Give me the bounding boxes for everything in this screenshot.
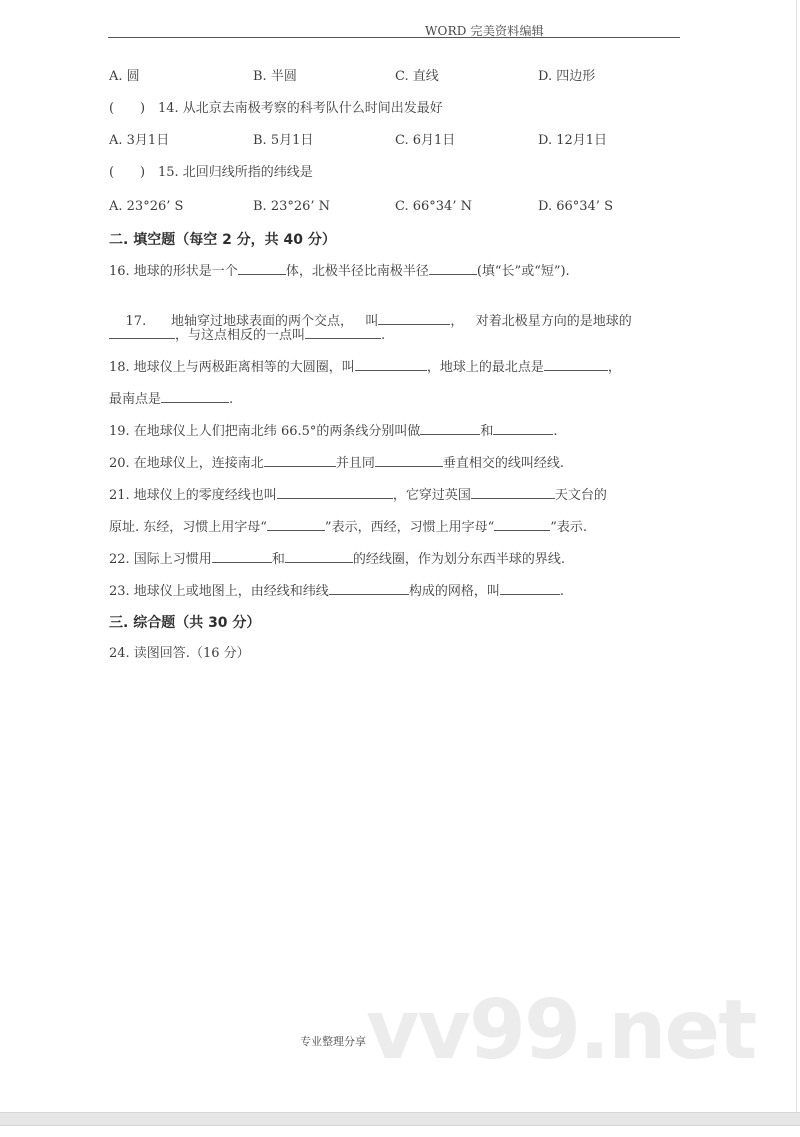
question-17-line-2 bbox=[109, 325, 385, 345]
page-footer-text: 专业整理分享 bbox=[300, 1035, 366, 1048]
q22-text-2: 和 bbox=[271, 552, 285, 567]
q21-text-5: ”表示，西经，习惯上用字母“ bbox=[324, 520, 495, 535]
q23-text-2: 构成的网格，叫 bbox=[408, 584, 500, 599]
q15-option-c: C. 66°34’ N bbox=[395, 199, 472, 214]
q21-text-4: 原址. 东经，习惯上用字母“ bbox=[109, 520, 267, 535]
q20-text-2: 并且同 bbox=[335, 456, 375, 471]
q15-option-b: B. 23°26’ N bbox=[253, 199, 331, 214]
q13-option-b: B. 半圆 bbox=[253, 69, 297, 84]
q18-text-1: 18. 地球仪上与两极距离相等的大圆圈，叫 bbox=[109, 360, 355, 375]
q21-blank-3[interactable] bbox=[267, 517, 325, 531]
question-21-line-1 bbox=[109, 485, 607, 505]
question-22 bbox=[109, 549, 565, 569]
question-20 bbox=[109, 453, 564, 473]
question-19 bbox=[109, 421, 558, 441]
q13-option-a: A. 圆 bbox=[109, 69, 140, 84]
q14-text: 14. 从北京去南极考察的科考队什么时间出发最好 bbox=[158, 101, 443, 116]
q16-text-1: 16. 地球的形状是一个 bbox=[109, 264, 238, 279]
q21-blank-4[interactable] bbox=[494, 517, 550, 531]
q17-text-2: ， 对着北极星方向的是地球的 bbox=[450, 314, 632, 329]
q16-blank-1[interactable] bbox=[238, 261, 286, 275]
q17-blank-3[interactable] bbox=[305, 325, 381, 339]
q14-answer-paren-open: ( bbox=[109, 101, 115, 116]
q18-blank-2[interactable] bbox=[544, 357, 608, 371]
q18-blank-3[interactable] bbox=[161, 389, 229, 403]
section-3-heading: 三. 综合题（共 30 分） bbox=[109, 615, 261, 631]
q20-blank-2[interactable] bbox=[375, 453, 443, 467]
q14-option-c: C. 6月1日 bbox=[395, 133, 456, 148]
q17-text-3: ，与这点相反的一点叫 bbox=[175, 328, 306, 343]
q23-blank-2[interactable] bbox=[500, 581, 560, 595]
q22-text-3: 的经线圈，作为划分东西半球的界线. bbox=[352, 552, 565, 567]
q23-text-3: . bbox=[559, 584, 564, 599]
q21-blank-2[interactable] bbox=[471, 485, 555, 499]
page-separator-bar bbox=[0, 1112, 800, 1126]
q16-text-2: 体，北极半径比南极半径 bbox=[285, 264, 429, 279]
q15-answer-paren-close: ) bbox=[140, 165, 146, 180]
q19-text-2: 和 bbox=[480, 424, 494, 439]
q15-text: 15. 北回归线所指的纬线是 bbox=[158, 165, 313, 180]
q21-blank-1[interactable] bbox=[277, 485, 393, 499]
section-2-heading: 二. 填空题（每空 2 分，共 40 分） bbox=[109, 232, 336, 248]
question-16 bbox=[109, 261, 570, 281]
q21-text-2: ，它穿过英国 bbox=[392, 488, 471, 503]
q17-blank-1[interactable] bbox=[378, 311, 450, 325]
q17-text-1: 17. 地轴穿过地球表面的两个交点， 叫 bbox=[125, 314, 379, 329]
q17-blank-2[interactable] bbox=[109, 325, 175, 339]
q20-text-3: 垂直相交的线叫经线. bbox=[442, 456, 564, 471]
q18-text-4: 最南点是 bbox=[109, 392, 162, 407]
q14-option-b: B. 5月1日 bbox=[253, 133, 314, 148]
q14-option-a: A. 3月1日 bbox=[109, 133, 170, 148]
question-23 bbox=[109, 581, 564, 601]
watermark-text: vv99.net bbox=[366, 983, 756, 1078]
question-18-line-2 bbox=[109, 389, 233, 409]
q18-blank-1[interactable] bbox=[355, 357, 427, 371]
question-18-line-1 bbox=[109, 357, 621, 377]
q19-blank-1[interactable] bbox=[420, 421, 480, 435]
header-divider bbox=[108, 37, 680, 38]
q13-option-d: D. 四边形 bbox=[538, 69, 596, 84]
q15-option-a: A. 23°26’ S bbox=[109, 199, 184, 214]
q17-text-4: . bbox=[381, 328, 386, 343]
q16-blank-2[interactable] bbox=[429, 261, 477, 275]
q23-blank-1[interactable] bbox=[329, 581, 409, 595]
q18-text-5: . bbox=[229, 392, 234, 407]
question-24: 24. 读图回答.（16 分） bbox=[109, 646, 250, 661]
question-21-line-2 bbox=[109, 517, 587, 537]
q14-option-d: D. 12月1日 bbox=[538, 133, 608, 148]
q22-blank-2[interactable] bbox=[285, 549, 353, 563]
q21-text-6: ”表示. bbox=[550, 520, 587, 535]
q19-text-3: . bbox=[553, 424, 558, 439]
q21-text-1: 21. 地球仪上的零度经线也叫 bbox=[109, 488, 277, 503]
q15-option-d: D. 66°34’ S bbox=[538, 199, 613, 214]
q20-blank-1[interactable] bbox=[264, 453, 336, 467]
q13-option-c: C. 直线 bbox=[395, 69, 439, 84]
q14-answer-paren-close: ) bbox=[140, 101, 146, 116]
q21-text-3: 天文台的 bbox=[554, 488, 607, 503]
q15-answer-paren-open: ( bbox=[109, 165, 115, 180]
q22-blank-1[interactable] bbox=[212, 549, 272, 563]
q23-text-1: 23. 地球仪上或地图上，由经线和纬线 bbox=[109, 584, 329, 599]
q18-text-3: ， bbox=[607, 360, 621, 375]
q18-text-2: ，地球上的最北点是 bbox=[426, 360, 544, 375]
q20-text-1: 20. 在地球仪上，连接南北 bbox=[109, 456, 264, 471]
page-header-title: WORD 完美资料编辑 bbox=[425, 24, 544, 38]
q16-text-3: (填“长”或“短”). bbox=[476, 264, 570, 279]
q19-blank-2[interactable] bbox=[493, 421, 553, 435]
q19-text-1: 19. 在地球仪上人们把南北纬 66.5°的两条线分别叫做 bbox=[109, 424, 421, 439]
q22-text-1: 22. 国际上习惯用 bbox=[109, 552, 212, 567]
